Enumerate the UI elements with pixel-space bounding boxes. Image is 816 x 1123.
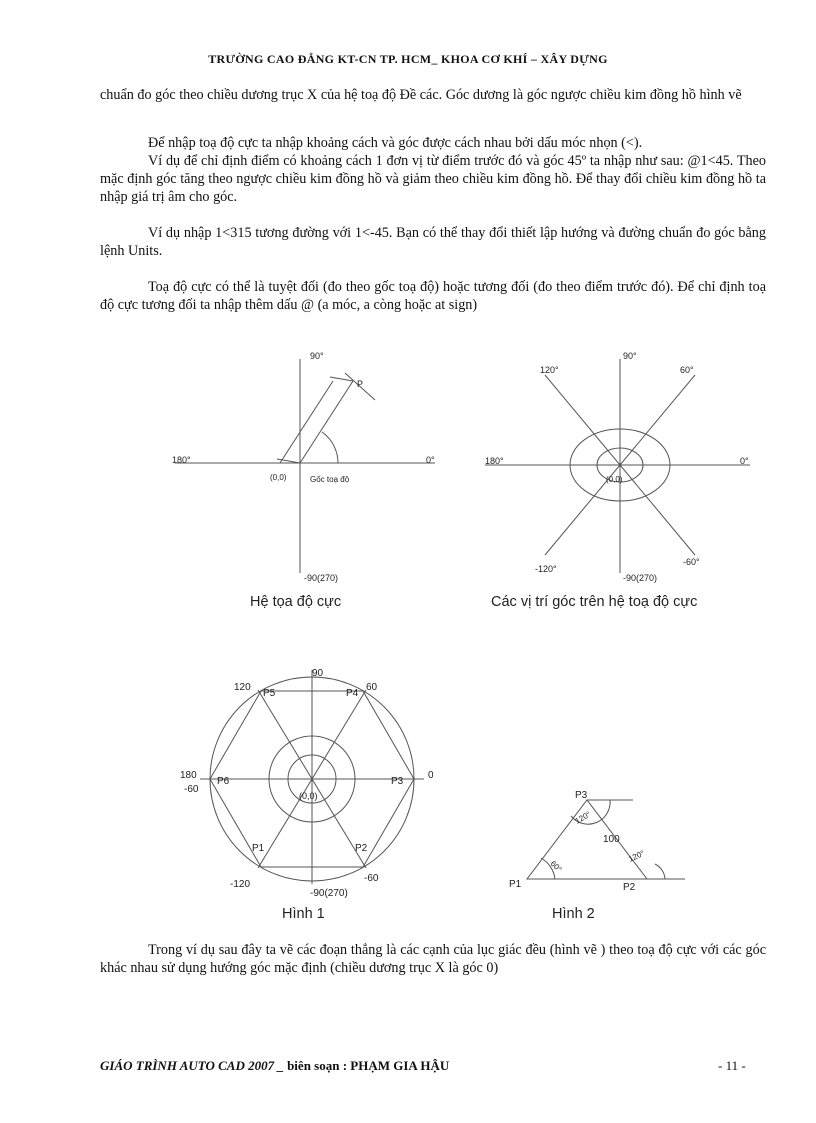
fig3-label-P1: P1: [252, 843, 265, 854]
paragraph-1: chuẩn đo góc theo chiều dương trục X của hệ toạ độ Đề các. Góc dương là góc ngược chiều kim đồng hồ hình vẽ: [100, 87, 742, 103]
fig4-label-120a: 120°: [573, 809, 593, 826]
footer-author: biên soạn : PHẠM GIA HẬU: [283, 1058, 450, 1073]
fig4-label-120b: 120°: [627, 848, 646, 864]
fig1-origin: (0,0): [270, 473, 287, 482]
fig3-label-180: 180: [180, 770, 197, 781]
figure-polar-system: [170, 345, 450, 590]
fig1-label-90: 90°: [310, 351, 324, 361]
paragraph-5: Toạ độ cực có thể là tuyệt đối (đo theo gốc toạ độ) hoặc tương đối (đo theo điểm trước đó). Để chỉ định toạ độ cực tương đối ta nhập thêm dấu @ (a móc, a còng hoặc at sign): [100, 279, 766, 313]
fig2-caption: Các vị trí góc trên hệ toạ độ cực: [491, 594, 698, 610]
figure-angle-positions: [480, 345, 765, 590]
fig2-label-180: 180°: [485, 456, 504, 466]
figure-hexagon: [170, 660, 460, 900]
fig3-origin: (0,0): [299, 791, 318, 801]
fig2-label-60: 60°: [680, 365, 694, 375]
fig3-label-neg60: -60: [184, 784, 199, 795]
fig1-origin-text: Gốc toạ độ: [310, 475, 350, 484]
fig3-label-P4: P4: [346, 688, 359, 699]
fig2-label-neg60: -60°: [683, 557, 700, 567]
page-number: - 11 -: [718, 1058, 746, 1073]
fig4-label-P3: P3: [575, 790, 588, 801]
fig4-caption: Hình 2: [552, 906, 595, 922]
fig1-label-0: 0°: [426, 455, 435, 465]
paragraph-3: Ví dụ để chỉ định điểm có khoảng cách 1 đơn vị từ điểm trước đó và góc 45º ta nhập như sau: @1<45. Theo mặc định góc tăng theo ngược chiều kim đồng hồ và giảm theo chiều kim đồng hồ. Để thay đổi chiều kim đồng hồ ta nhập giá trị âm cho góc.: [100, 153, 766, 205]
fig2-origin: (0,0): [606, 475, 623, 484]
fig4-label-P1: P1: [509, 879, 522, 890]
fig3-label-0: 0: [428, 770, 434, 781]
fig4-label-60: 60°: [548, 859, 564, 874]
fig1-label-180: 180°: [172, 455, 191, 465]
fig3-label-P5: P5: [263, 688, 276, 699]
fig3-label-60: 60: [366, 682, 378, 693]
fig2-label-270: -90(270): [623, 573, 658, 583]
figure-triangle: [505, 780, 695, 900]
footer-book-title: GIÁO TRÌNH AUTO CAD 2007 _: [100, 1058, 284, 1073]
fig3-label-90: 90: [312, 668, 324, 679]
fig3-label-P3: P3: [391, 776, 404, 787]
paragraph-6: Trong ví dụ sau đây ta vẽ các đoạn thẳng là các cạnh của lục giác đều (hình vẽ ) theo toạ độ cực với các góc khác nhau sử dụng hướng góc mặc định (chiều dương trục X là góc 0): [100, 942, 766, 976]
fig3-label-120: 120: [234, 682, 251, 693]
fig3-label-neg60b: -60: [364, 873, 379, 884]
fig4-label-100: 100: [603, 834, 620, 845]
footer-title: [100, 1058, 449, 1074]
fig2-label-120: 120°: [540, 365, 559, 375]
paragraph-2: Để nhập toạ độ cực ta nhập khoảng cách và góc được cách nhau bởi dấu móc nhọn (<).: [148, 135, 643, 151]
fig4-label-P2: P2: [623, 882, 636, 893]
radius-line: [300, 381, 353, 463]
fig3-label-P2: P2: [355, 843, 368, 854]
fig2-label-0: 0°: [740, 456, 749, 466]
fig2-label-neg120: -120°: [535, 564, 557, 574]
page-header: TRƯỜNG CAO ĐẲNG KT-CN TP. HCM_ KHOA CƠ KHÍ – XÂY DỰNG: [208, 52, 608, 66]
fig1-caption: Hệ tọa độ cực: [250, 594, 342, 610]
fig2-label-90: 90°: [623, 351, 637, 361]
fig1-label-270: -90(270): [304, 573, 339, 583]
paragraph-4: Ví dụ nhập 1<315 tương đường với 1<-45. Bạn có thể thay đổi thiết lập hướng và đường chuẩn đo góc bằng lệnh Units.: [100, 225, 766, 259]
fig1-point: P: [357, 379, 364, 389]
fig3-caption: Hình 1: [282, 906, 325, 922]
fig3-label-neg120: -120: [230, 879, 251, 890]
fig3-label-P6: P6: [217, 776, 230, 787]
fig3-label-270: -90(270): [310, 888, 348, 899]
